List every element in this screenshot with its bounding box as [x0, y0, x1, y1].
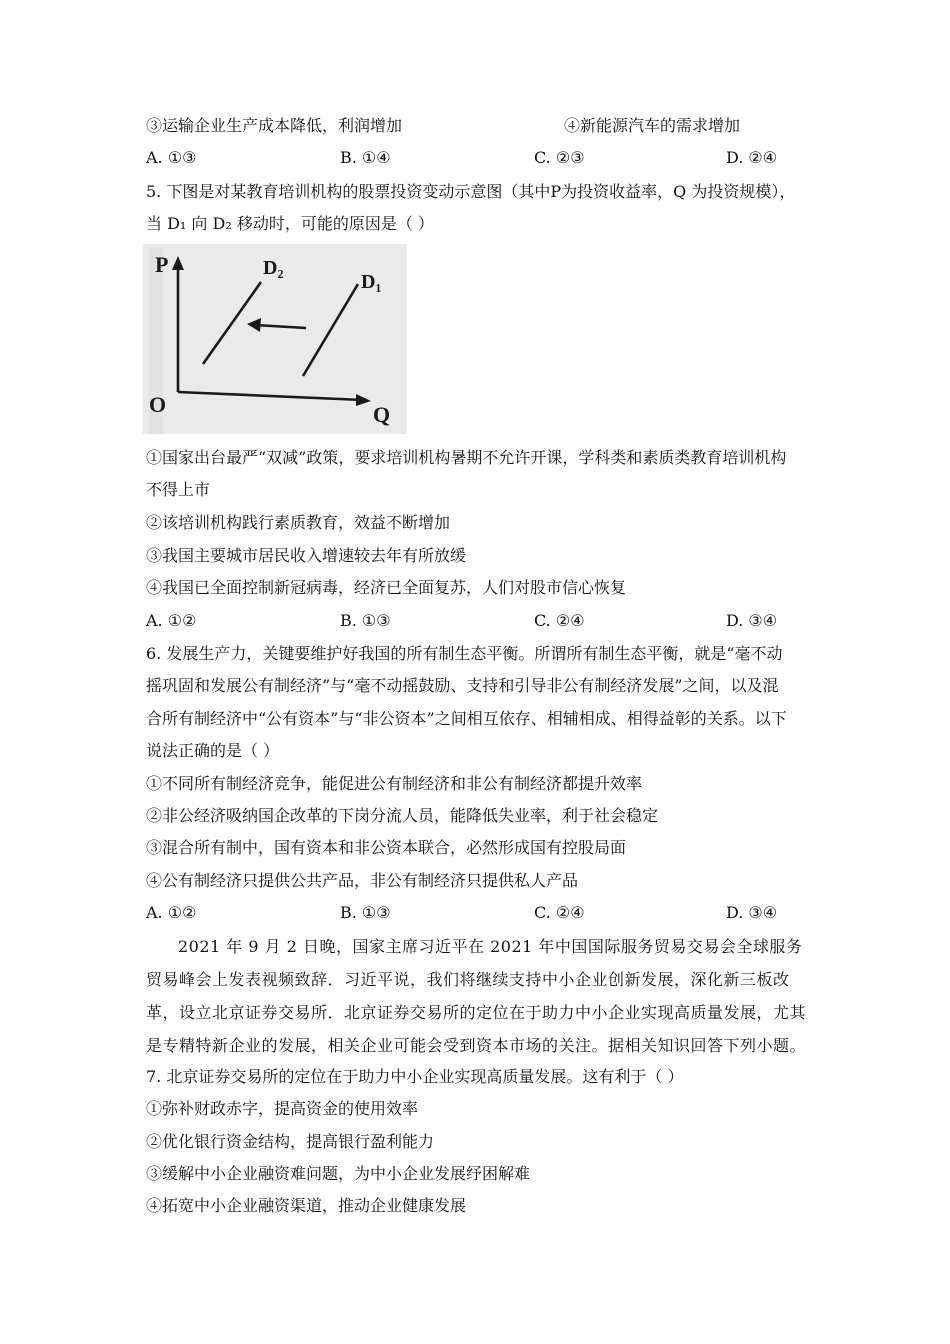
origin-label: O	[149, 392, 167, 417]
q6-stem-line-4: 说法正确的是（ ）	[146, 741, 280, 760]
q7-item-1: ①弥补财政赤字，提高资金的使用效率	[146, 1099, 419, 1118]
q7-item-3: ③缓解中小企业融资难问题，为中小企业发展纾困解难	[146, 1164, 531, 1183]
q7-item-4: ④拓宽中小企业融资渠道，推动企业健康发展	[146, 1196, 467, 1215]
q6-option-d: D. ③④	[726, 903, 778, 922]
q6-option-c: C. ②④	[534, 903, 585, 922]
q4-option-b: B. ①④	[340, 148, 391, 167]
q4-option-c: C. ②③	[534, 148, 585, 167]
q5-stem-line-2: 当 D₁ 向 D₂ 移动时，可能的原因是（ ）	[146, 214, 434, 233]
q7-item-2: ②优化银行资金结构，提高银行盈利能力	[146, 1132, 435, 1151]
q6-stem-line-3: 合所有制经济中“公有资本”与“非公资本”之间相互依存、相辅相成、相得益彰的关系。以下	[146, 709, 787, 728]
x-axis-label: Q	[373, 402, 391, 427]
demand-shift-diagram	[143, 244, 407, 434]
q5-item-1-cont: 不得上市	[146, 480, 211, 499]
q7-stem: 7. 北京证券交易所的定位在于助力中小企业实现高质量发展。这有利于（ ）	[146, 1067, 684, 1086]
curve-d1-label: D₁	[361, 271, 382, 293]
q4-option-d: D. ②④	[726, 148, 778, 167]
reading-passage: 2021 年 9 月 2 日晚，国家主席习近平在 2021 年中国国际服务贸易交易会全球服务贸易峰会上发表视频致辞．习近平说，我们将继续支持中小企业创新发展，深化新三板改革，设立北京证券交易所．北京证券交易所的定位在于助力中小企业实现高质量发展，尤其是专精特新企业的发展，相关企业可能会受到资本市场的关注。据相关知识回答下列小题。	[146, 937, 807, 1055]
q6-item-1: ①不同所有制经济竞争，能促进公有制经济和非公有制经济都提升效率	[146, 774, 643, 793]
q5-item-3: ③我国主要城市居民收入增速较去年有所放缓	[146, 546, 467, 565]
q6-item-4: ④公有制经济只提供公共产品，非公有制经济只提供私人产品	[146, 871, 579, 890]
q4-item-3: ③运输企业生产成本降低，利润增加	[146, 116, 403, 135]
curve-d2-label: D₂	[263, 257, 284, 279]
q6-stem-line-1: 6. 发展生产力，关键要维护好我国的所有制生态平衡。所谓所有制生态平衡，就是“毫不动	[146, 644, 783, 663]
q5-item-4: ④我国已全面控制新冠病毒，经济已全面复苏，人们对股市信心恢复	[146, 578, 627, 597]
q5-option-a: A. ①②	[146, 611, 197, 630]
q6-option-b: B. ①③	[340, 903, 391, 922]
q5-option-d: D. ③④	[726, 611, 778, 630]
q5-option-c: C. ②④	[534, 611, 585, 630]
q5-option-b: B. ①③	[340, 611, 391, 630]
q6-option-a: A. ①②	[146, 903, 197, 922]
q5-figure	[143, 244, 407, 434]
y-axis-label: P	[155, 252, 169, 277]
q6-item-2: ②非公经济吸纳国企改革的下岗分流人员，能降低失业率，利于社会稳定	[146, 806, 659, 825]
q4-option-a: A. ①③	[146, 148, 197, 167]
q5-stem-line-1: 5. 下图是对某教育培训机构的股票投资变动示意图（其中P为投资收益率，Q 为投资规模），	[146, 182, 796, 201]
q5-item-1: ①国家出台最严“双减”政策，要求培训机构暑期不允许开课，学科类和素质类教育培训机构	[146, 448, 787, 467]
q6-item-3: ③混合所有制中，国有资本和非公资本联合，必然形成国有控股局面	[146, 838, 627, 857]
q5-item-2: ②该培训机构践行素质教育，效益不断增加	[146, 513, 451, 532]
q4-item-4: ④新能源汽车的需求增加	[564, 116, 741, 135]
q6-stem-line-2: 摇巩固和发展公有制经济”与“毫不动摇鼓励、支持和引导非公有制经济发展”之间，以及混	[146, 676, 779, 695]
